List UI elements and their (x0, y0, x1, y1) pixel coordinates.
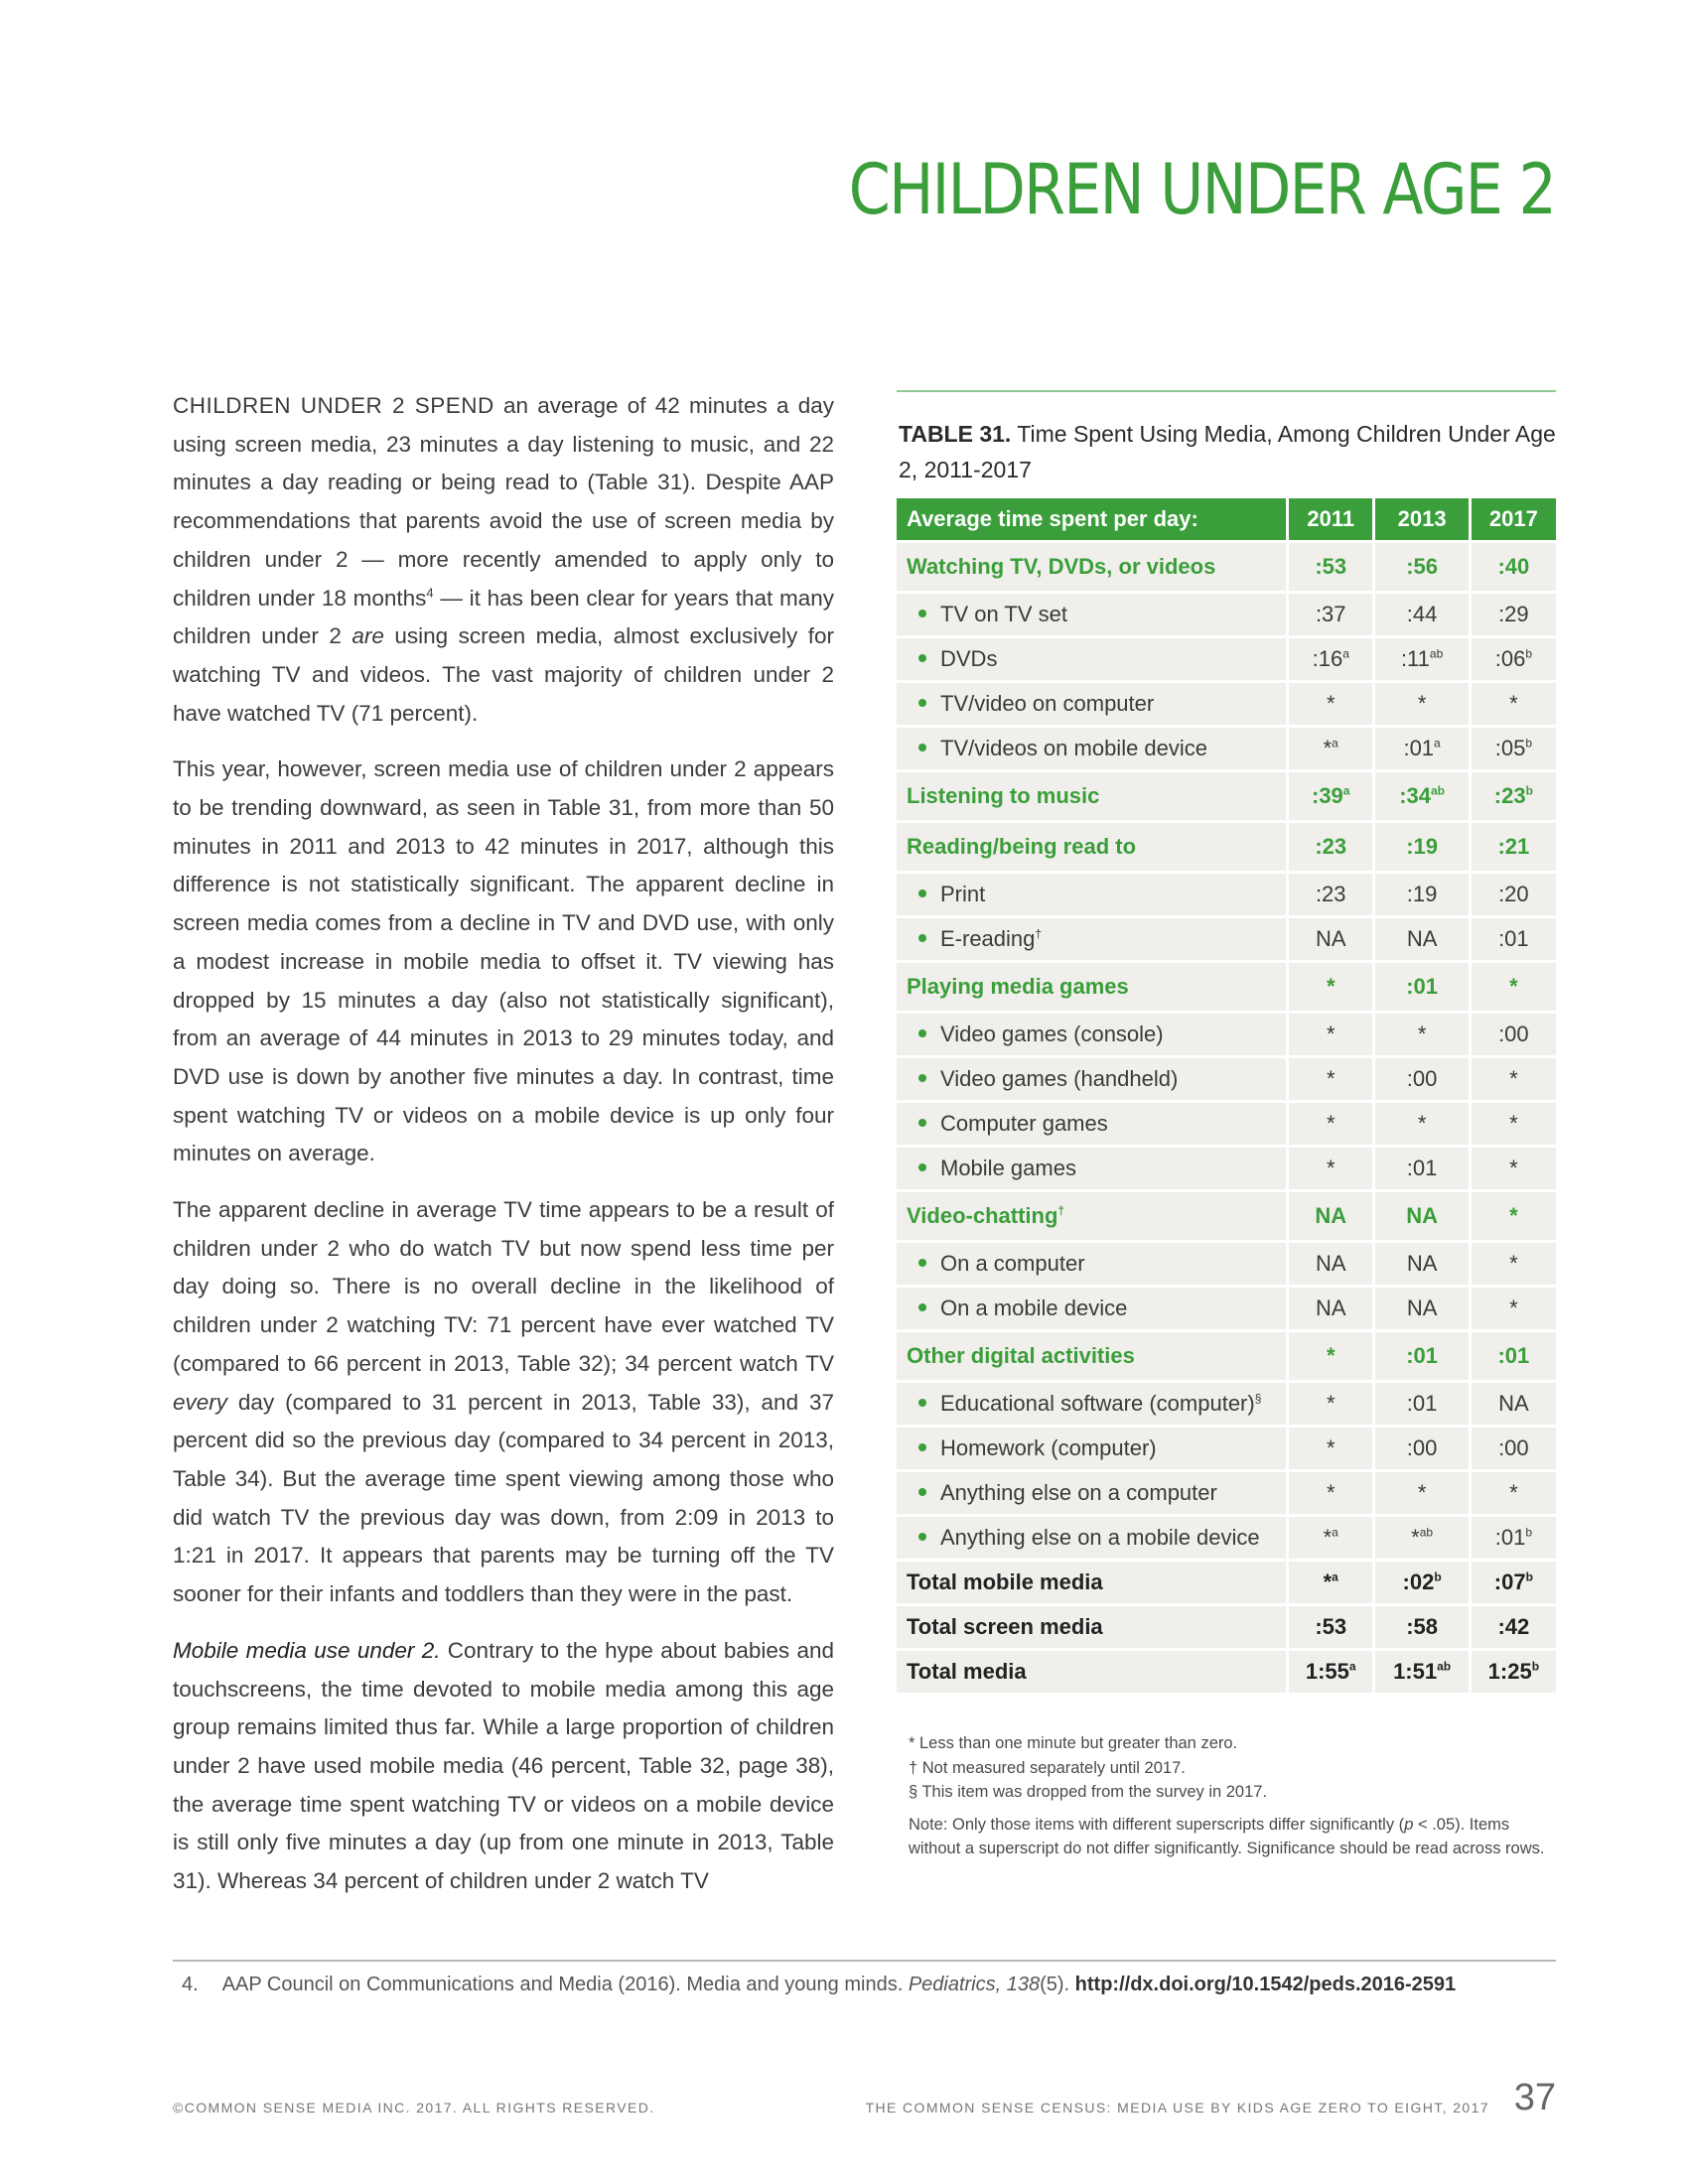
row-label: Watching TV, DVDs, or videos (897, 543, 1286, 591)
bullet-icon (918, 1119, 926, 1127)
table-row (897, 1103, 1556, 1145)
value-cell: NA (1289, 1192, 1372, 1240)
bullet-icon (918, 889, 926, 897)
value-cell: :01 (1375, 1332, 1468, 1380)
value-cell: $1:51^{ab}$ (1375, 1651, 1468, 1693)
footnote-ref[interactable]: 4 (426, 585, 434, 601)
value-cell: * (1472, 1148, 1556, 1189)
category-row (897, 1332, 1556, 1380)
value-cell: :19 (1375, 823, 1468, 871)
row-label: Anything else on a mobile device (897, 1517, 1286, 1559)
table-block (897, 390, 1556, 1696)
row-label: Mobile games (897, 1148, 1286, 1189)
table-row (897, 1517, 1556, 1559)
total-row (897, 1651, 1556, 1693)
table-row (897, 1058, 1556, 1100)
page-title: CHILDREN UNDER AGE 2 (848, 149, 1555, 230)
bullet-icon (918, 1029, 926, 1037)
bullet-icon (918, 744, 926, 751)
significance-superscript: a (1332, 736, 1338, 751)
category-row (897, 1192, 1556, 1240)
table-divider (897, 390, 1556, 392)
value-cell: NA (1289, 918, 1372, 960)
row-label: Other digital activities (897, 1332, 1286, 1380)
header-label: Average time spent per day: (897, 498, 1286, 540)
subhead: Mobile media use under 2. (173, 1637, 441, 1663)
value-cell: * (1472, 1192, 1556, 1240)
row-label: Listening to music (897, 772, 1286, 820)
value-cell: *$^a$ (1289, 1562, 1372, 1603)
bullet-icon (918, 934, 926, 942)
value-cell: * (1472, 1243, 1556, 1285)
value-cell: * (1472, 1103, 1556, 1145)
value-cell: NA (1375, 1192, 1468, 1240)
significance-superscript: b (1525, 783, 1533, 798)
value-cell: NA (1472, 1383, 1556, 1425)
value-cell: * (1289, 1472, 1372, 1514)
bullet-icon (918, 654, 926, 662)
significance-superscript: a (1332, 1570, 1338, 1584)
row-label: On a computer (897, 1243, 1286, 1285)
value-cell: :58 (1375, 1606, 1468, 1648)
significance-superscript: ab (1430, 783, 1445, 798)
row-label: Total media (897, 1651, 1286, 1693)
value-cell: :23 (1289, 823, 1372, 871)
bullet-icon (918, 610, 926, 617)
category-row (897, 772, 1556, 820)
value-cell: * (1472, 963, 1556, 1011)
row-label: DVDs (897, 638, 1286, 680)
table-row (897, 728, 1556, 769)
value-cell: :00 (1375, 1058, 1468, 1100)
lead-in: CHILDREN UNDER 2 SPEND (173, 393, 494, 418)
value-cell: * (1472, 1472, 1556, 1514)
value-cell: :21 (1472, 823, 1556, 871)
table-body (897, 543, 1556, 1693)
table-row (897, 683, 1556, 725)
value-cell: :39$^a$ (1289, 772, 1372, 820)
significance-superscript: b (1525, 646, 1532, 661)
table-notes (909, 1731, 1554, 1861)
footnote-divider (173, 1960, 1556, 1962)
table-row (897, 1148, 1556, 1189)
value-cell: :23 (1289, 874, 1372, 915)
note-significance: Note: Only those items with different superscripts differ significantly (p < .05). Items without a superscript do not differ significantly. Significance should be read across rows. (909, 1815, 1545, 1857)
value-cell: * (1289, 1428, 1372, 1469)
footnote: 4. AAP Council on Communications and Media (2016). Media and young minds. Pediatrics, 138(5). http://dx.doi.org/10.1542/peds.2016-2591 (182, 1974, 1457, 1995)
value-cell: * (1472, 1058, 1556, 1100)
value-cell: :44 (1375, 594, 1468, 635)
bullet-icon (918, 1074, 926, 1082)
value-cell: NA (1289, 1288, 1372, 1329)
bullet-icon (918, 1259, 926, 1267)
row-label: Educational software (computer)§ (897, 1383, 1286, 1425)
table-row (897, 1472, 1556, 1514)
page-number: 37 (1513, 2077, 1556, 2118)
value-cell: 1:55$^a$ (1289, 1651, 1372, 1693)
row-label: Reading/being read to (897, 823, 1286, 871)
value-cell: :00 (1472, 1014, 1556, 1055)
value-cell: * (1289, 1103, 1372, 1145)
label-footnote-mark: § (1254, 1391, 1262, 1406)
row-label: Playing media games (897, 963, 1286, 1011)
media-time-table (894, 495, 1559, 1696)
value-cell: * (1289, 1383, 1372, 1425)
row-label: TV/video on computer (897, 683, 1286, 725)
footer-copyright: ©COMMON SENSE MEDIA INC. 2017. ALL RIGHTS RESERVED. (173, 2100, 655, 2116)
note-section: § This item was dropped from the survey in 2017. (909, 1783, 1268, 1801)
row-label: Total mobile media (897, 1562, 1286, 1603)
value-cell: $:34^{ab}$ (1375, 772, 1468, 820)
value-cell: * (1375, 1472, 1468, 1514)
value-cell: :29 (1472, 594, 1556, 635)
row-label: E-reading† (897, 918, 1286, 960)
paragraph-3: The apparent decline in average TV time appears to be a result of children under 2 who do watch TV but now spend less time per day doing so. There is no overall decline in the likelihood of children under 2 watching TV: 71 percent have ever watched TV (compared to 66 percent in 2013, Table 32); 34 percent watch TV every day (compared to 31 percent in 2013, Table 33), and 37 percent did so the previous day (compared to 34 percent in 2013, Table 34). But the average time spent viewing among those who did watch TV the previous day was down, from 2:09 in 2013 to 1:21 in 2017. It appears that parents may be turning off the TV sooner for their infants and toddlers than they were in the past. (173, 1197, 834, 1607)
value-cell: *$^a$ (1289, 728, 1372, 769)
header-year: 2017 (1472, 498, 1556, 540)
row-label: TV/videos on mobile device (897, 728, 1286, 769)
significance-superscript: a (1342, 646, 1349, 661)
table-row (897, 874, 1556, 915)
value-cell: * (1289, 1332, 1372, 1380)
value-cell: :23$^b$ (1472, 772, 1556, 820)
footnote-link[interactable]: http://dx.doi.org/10.1542/peds.2016-2591 (1074, 1974, 1457, 1995)
row-label: Video games (handheld) (897, 1058, 1286, 1100)
category-row (897, 963, 1556, 1011)
label-footnote-mark: † (1035, 926, 1043, 941)
value-cell: :07$^b$ (1472, 1562, 1556, 1603)
table-row (897, 1243, 1556, 1285)
value-cell: :01 (1375, 1383, 1468, 1425)
value-cell: :01 (1375, 963, 1468, 1011)
paragraph-4: Mobile media use under 2. Contrary to the hype about babies and touchscreens, the time devoted to mobile media among this age group remains limited thus far. While a large proportion of children under 2 have used mobile media (46 percent, Table 32, page 38), the average time spent watching TV or videos on a mobile device is still only five minutes a day (up from one minute in 2013, Table 31). Whereas 34 percent of children under 2 watch TV (173, 1637, 835, 1894)
significance-superscript: b (1525, 1525, 1532, 1540)
value-cell: :56 (1375, 543, 1468, 591)
value-cell: *$^{ab}$ (1375, 1517, 1468, 1559)
label-footnote-mark: † (1057, 1203, 1065, 1218)
value-cell: * (1375, 1103, 1468, 1145)
value-cell: 1:25$^b$ (1472, 1651, 1556, 1693)
table-row (897, 918, 1556, 960)
bullet-icon (918, 1443, 926, 1451)
table-row (897, 1288, 1556, 1329)
footnote-number: 4. (182, 1974, 199, 1995)
total-row (897, 1606, 1556, 1648)
significance-superscript: b (1434, 1570, 1442, 1584)
note-asterisk: * Less than one minute but greater than zero. (909, 1734, 1238, 1752)
value-cell: * (1289, 1014, 1372, 1055)
value-cell: :37 (1289, 594, 1372, 635)
row-label: On a mobile device (897, 1288, 1286, 1329)
value-cell: :53 (1289, 1606, 1372, 1648)
value-cell: :16$^a$ (1289, 638, 1372, 680)
significance-superscript: a (1434, 736, 1441, 751)
header-year: 2011 (1289, 498, 1372, 540)
value-cell: * (1375, 1014, 1468, 1055)
footer-publication: THE COMMON SENSE CENSUS: MEDIA USE BY KIDS AGE ZERO TO EIGHT, 2017 (865, 2100, 1489, 2116)
bullet-icon (918, 1488, 926, 1496)
value-cell: NA (1375, 918, 1468, 960)
total-row (897, 1562, 1556, 1603)
table-caption: TABLE 31. Time Spent Using Media, Among Children Under Age 2, 2011-2017 (899, 421, 1556, 482)
row-label: Computer games (897, 1103, 1286, 1145)
value-cell: * (1472, 1288, 1556, 1329)
value-cell: :00 (1472, 1428, 1556, 1469)
value-cell: * (1289, 683, 1372, 725)
significance-superscript: ab (1429, 646, 1444, 661)
row-label: Video games (console) (897, 1014, 1286, 1055)
significance-superscript: a (1332, 1525, 1338, 1540)
value-cell: :02$^b$ (1375, 1562, 1468, 1603)
value-cell: * (1375, 683, 1468, 725)
value-cell: * (1472, 683, 1556, 725)
bullet-icon (918, 1163, 926, 1171)
value-cell: :01$^b$ (1472, 1517, 1556, 1559)
value-cell: NA (1375, 1288, 1468, 1329)
significance-superscript: a (1342, 783, 1350, 798)
row-label: TV on TV set (897, 594, 1286, 635)
bullet-icon (918, 1303, 926, 1311)
bullet-icon (918, 1533, 926, 1541)
table-row (897, 1428, 1556, 1469)
value-cell: * (1289, 963, 1372, 1011)
row-label: Anything else on a computer (897, 1472, 1286, 1514)
value-cell: * (1289, 1058, 1372, 1100)
table-row (897, 638, 1556, 680)
significance-superscript: b (1531, 1659, 1540, 1674)
value-cell: :42 (1472, 1606, 1556, 1648)
value-cell: :01$^a$ (1375, 728, 1468, 769)
category-row (897, 543, 1556, 591)
value-cell: *$^a$ (1289, 1517, 1372, 1559)
table-row (897, 1014, 1556, 1055)
value-cell: :01 (1375, 1148, 1468, 1189)
significance-superscript: b (1525, 736, 1532, 751)
value-cell: :40 (1472, 543, 1556, 591)
table-header-row (897, 498, 1556, 540)
value-cell: NA (1289, 1243, 1372, 1285)
row-label: Print (897, 874, 1286, 915)
paragraph-2: This year, however, screen media use of children under 2 appears to be trending downward, as seen in Table 31, from more than 50 minutes in 2011 and 2013 to 42 minutes in 2017, although this difference is not statistically significant. The apparent decline in screen media comes from a decline in TV and DVD use, with only a modest increase in mobile media to offset it. TV viewing has dropped by 15 minutes a day (also not statistically significant), from an average of 44 minutes in 2013 to 29 minutes today, and DVD use is down by another five minutes a day. In contrast, time spent watching TV or videos on a mobile device is up only four minutes on average. (173, 756, 834, 1166)
header-year: 2013 (1375, 498, 1468, 540)
bullet-icon (918, 1399, 926, 1407)
significance-superscript: ab (1419, 1525, 1434, 1540)
value-cell: :19 (1375, 874, 1468, 915)
row-label: Total screen media (897, 1606, 1286, 1648)
value-cell: :05$^b$ (1472, 728, 1556, 769)
row-label: Homework (computer) (897, 1428, 1286, 1469)
category-row (897, 823, 1556, 871)
table-row (897, 594, 1556, 635)
value-cell: :53 (1289, 543, 1372, 591)
value-cell: $:11^{ab}$ (1375, 638, 1468, 680)
value-cell: :06$^b$ (1472, 638, 1556, 680)
value-cell: :00 (1375, 1428, 1468, 1469)
bullet-icon (918, 699, 926, 707)
table-row (897, 1383, 1556, 1425)
value-cell: :01 (1472, 918, 1556, 960)
row-label: Video-chatting† (897, 1192, 1286, 1240)
significance-superscript: ab (1437, 1659, 1452, 1674)
paragraph-1: CHILDREN UNDER 2 SPEND an average of 42 minutes a day using screen media, 23 minutes a day listening to music, and 22 minutes a day reading or being read to (Table 31). Despite AAP recommendations that parents avoid the use of screen media by children under 2 — more recently amended to apply only to children under 18 months$^4$ — it has been clear for years that many children under 2 are using screen media, almost exclusively for watching TV and videos. The vast majority of children under 2 have watched TV (71 percent). (173, 393, 835, 726)
note-dagger: † Not measured separately until 2017. (909, 1758, 1186, 1777)
value-cell: :01 (1472, 1332, 1556, 1380)
value-cell: NA (1375, 1243, 1468, 1285)
value-cell: :20 (1472, 874, 1556, 915)
body-text-column (173, 387, 834, 1919)
significance-superscript: b (1525, 1570, 1533, 1584)
value-cell: * (1289, 1148, 1372, 1189)
significance-superscript: a (1348, 1659, 1356, 1674)
